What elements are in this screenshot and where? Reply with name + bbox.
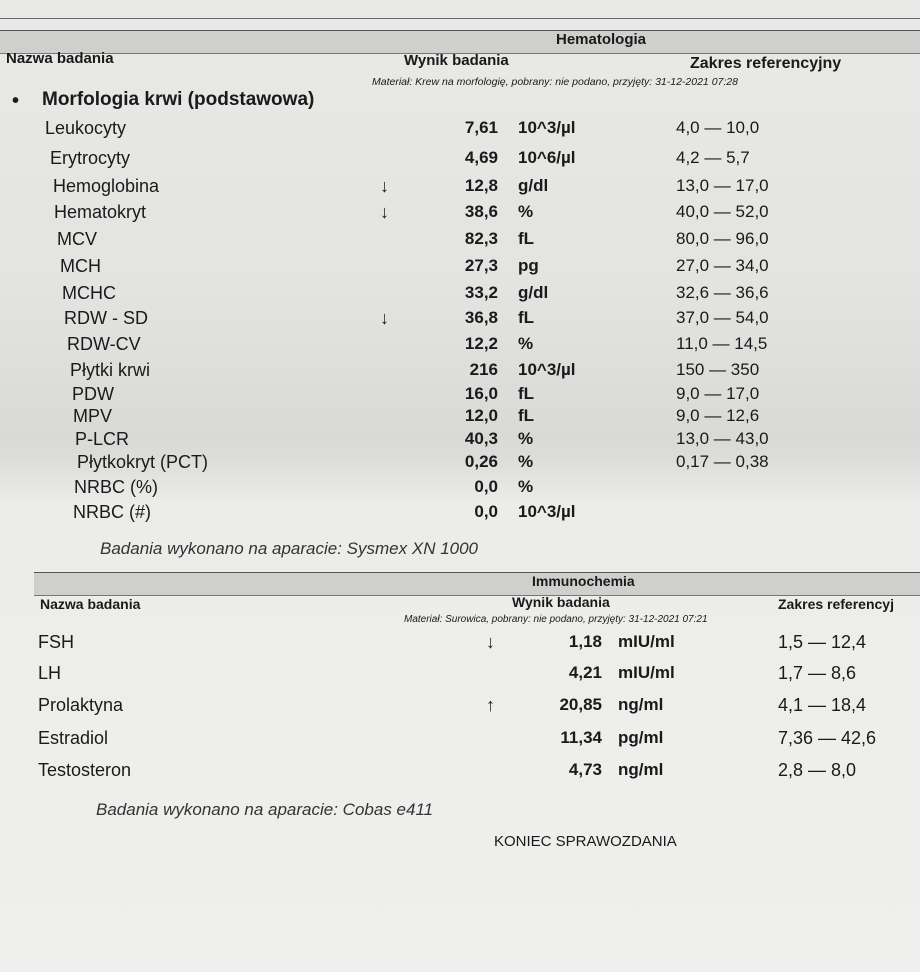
- result-name: NRBC (#): [73, 502, 152, 522]
- top-rule: [0, 18, 920, 19]
- table-row: [0, 202, 920, 228]
- result-name: Hemoglobina: [53, 176, 160, 196]
- result-value: 0,0: [474, 477, 498, 496]
- result-value: 16,0: [464, 384, 498, 403]
- result-value: 36,8: [464, 308, 498, 327]
- flag-arrow-icon: ↓: [380, 202, 389, 222]
- immunochemistry-device: Badania wykonano na aparacie: Cobas e411: [96, 800, 434, 819]
- table-row: [0, 229, 920, 255]
- reference-range: 80,0 — 96,0: [676, 229, 769, 248]
- result-name: PDW: [72, 384, 114, 404]
- result-unit: 10^3/µl: [518, 502, 576, 521]
- result-unit: %: [518, 477, 534, 496]
- result-value: 20,85: [559, 695, 602, 714]
- reference-range: 27,0 — 34,0: [676, 256, 769, 275]
- immunochemistry-section-title: Immunochemia: [532, 573, 635, 589]
- result-value: 0,0: [474, 502, 498, 521]
- result-value: 11,34: [560, 728, 602, 747]
- end-of-report: KONIEC SPRAWOZDANIA: [494, 833, 677, 850]
- result-name: Prolaktyna: [38, 695, 124, 715]
- result-unit: fL: [518, 384, 535, 403]
- reference-range: 4,1 — 18,4: [778, 695, 867, 715]
- table-row: [0, 502, 920, 528]
- result-name: RDW - SD: [64, 308, 148, 328]
- reference-range: 9,0 — 17,0: [676, 384, 760, 403]
- result-unit: mIU/ml: [618, 663, 675, 682]
- result-unit: 10^3/µl: [518, 360, 576, 379]
- flag-arrow-icon: ↓: [380, 308, 389, 328]
- reference-range: 2,8 — 8,0: [778, 760, 857, 780]
- group-bullet: •: [12, 90, 20, 112]
- result-unit: %: [518, 202, 534, 221]
- result-unit: g/dl: [518, 283, 549, 302]
- result-unit: fL: [518, 308, 535, 327]
- table-row: [0, 663, 920, 689]
- reference-range: 40,0 — 52,0: [676, 202, 769, 221]
- group-title-morfologia: Morfologia krwi (podstawowa): [42, 89, 315, 110]
- result-value: 12,0: [464, 406, 498, 425]
- reference-range: 0,17 — 0,38: [676, 452, 769, 471]
- result-unit: fL: [518, 229, 535, 248]
- reference-range: 9,0 — 12,6: [676, 406, 760, 425]
- table-row: [0, 477, 920, 503]
- result-unit: %: [518, 334, 534, 353]
- immunochemistry-header-band: [34, 572, 920, 596]
- hematology-col-ref: Zakres referencyjny: [690, 55, 842, 72]
- result-name: Erytrocyty: [50, 148, 131, 168]
- result-unit: ng/ml: [618, 760, 664, 779]
- result-unit: %: [518, 429, 534, 448]
- result-name: NRBC (%): [74, 477, 158, 497]
- result-value: 1,18: [568, 632, 602, 651]
- result-name: Płytki krwi: [70, 360, 150, 380]
- result-unit: %: [518, 452, 534, 471]
- result-name: Leukocyty: [45, 118, 127, 138]
- immunochemistry-col-result: Wynik badania: [512, 594, 610, 610]
- result-unit: mIU/ml: [618, 632, 675, 651]
- hematology-col-name: Nazwa badania: [6, 50, 114, 67]
- result-value: 33,2: [464, 283, 498, 302]
- result-value: 27,3: [464, 256, 498, 275]
- table-row: [0, 176, 920, 202]
- result-name: Hematokryt: [54, 202, 147, 222]
- flag-arrow-icon: ↓: [380, 176, 389, 196]
- result-unit: 10^6/µl: [518, 148, 576, 167]
- flag-arrow-icon: ↓: [486, 632, 495, 652]
- result-unit: pg: [518, 256, 539, 275]
- result-value: 216: [469, 360, 498, 379]
- result-name: MCH: [60, 256, 101, 276]
- result-value: 12,2: [464, 334, 498, 353]
- result-unit: g/dl: [518, 176, 549, 195]
- result-name: MCV: [57, 229, 97, 249]
- immunochemistry-material: Materiał: Surowica, pobrany: nie podano, przyjęty: 31-12-2021 07:21: [404, 614, 708, 625]
- result-value: 7,61: [464, 118, 498, 137]
- result-unit: pg/ml: [618, 728, 664, 747]
- result-name: MPV: [73, 406, 113, 426]
- reference-range: 13,0 — 17,0: [676, 176, 769, 195]
- table-row: [0, 728, 920, 754]
- reference-range: 4,2 — 5,7: [676, 148, 750, 167]
- table-row: [0, 283, 920, 309]
- result-value: 0,26: [464, 452, 498, 471]
- table-row: [0, 308, 920, 334]
- flag-arrow-icon: ↑: [486, 695, 495, 715]
- reference-range: 7,36 — 42,6: [778, 728, 877, 748]
- reference-range: 32,6 — 36,6: [676, 283, 769, 302]
- result-unit: 10^3/µl: [518, 118, 576, 137]
- result-value: 38,6: [464, 202, 498, 221]
- reference-range: 150 — 350: [676, 360, 760, 379]
- immunochemistry-col-name: Nazwa badania: [40, 596, 141, 612]
- table-row: [0, 256, 920, 282]
- result-value: 12,8: [464, 176, 498, 195]
- table-row: [0, 118, 920, 144]
- result-name: FSH: [38, 632, 74, 652]
- result-unit: ng/ml: [618, 695, 664, 714]
- reference-range: 11,0 — 14,5: [676, 334, 768, 353]
- table-row: [0, 148, 920, 174]
- result-unit: fL: [518, 406, 535, 425]
- hematology-header-band: [0, 30, 920, 54]
- hematology-section-title: Hematologia: [556, 31, 647, 48]
- reference-range: 1,5 — 12,4: [778, 632, 867, 652]
- table-row: [0, 360, 920, 386]
- hematology-col-result: Wynik badania: [404, 52, 509, 69]
- result-value: 82,3: [464, 229, 498, 248]
- result-name: LH: [38, 663, 62, 683]
- result-name: P-LCR: [75, 429, 130, 449]
- table-row: [0, 632, 920, 658]
- immunochemistry-col-ref: Zakres referencyj: [778, 596, 894, 612]
- result-name: Płytkokryt (PCT): [77, 452, 209, 472]
- hematology-material: Materiał: Krew na morfologię, pobrany: nie podano, przyjęty: 31-12-2021 07:28: [372, 76, 738, 88]
- table-row: [0, 760, 920, 786]
- hematology-device: Badania wykonano na aparacie: Sysmex XN 1000: [100, 539, 479, 558]
- reference-range: 37,0 — 54,0: [676, 308, 769, 327]
- result-value: 4,73: [568, 760, 602, 779]
- reference-range: 1,7 — 8,6: [778, 663, 857, 683]
- table-row: [0, 334, 920, 360]
- result-value: 40,3: [464, 429, 498, 448]
- reference-range: 4,0 — 10,0: [676, 118, 760, 137]
- result-value: 4,69: [464, 148, 498, 167]
- table-row: [0, 452, 920, 478]
- result-name: RDW-CV: [67, 334, 141, 354]
- result-name: Testosteron: [38, 760, 132, 780]
- result-name: MCHC: [62, 283, 116, 303]
- result-value: 4,21: [568, 663, 602, 682]
- reference-range: 13,0 — 43,0: [676, 429, 769, 448]
- table-row: [0, 695, 920, 721]
- result-name: Estradiol: [38, 728, 109, 748]
